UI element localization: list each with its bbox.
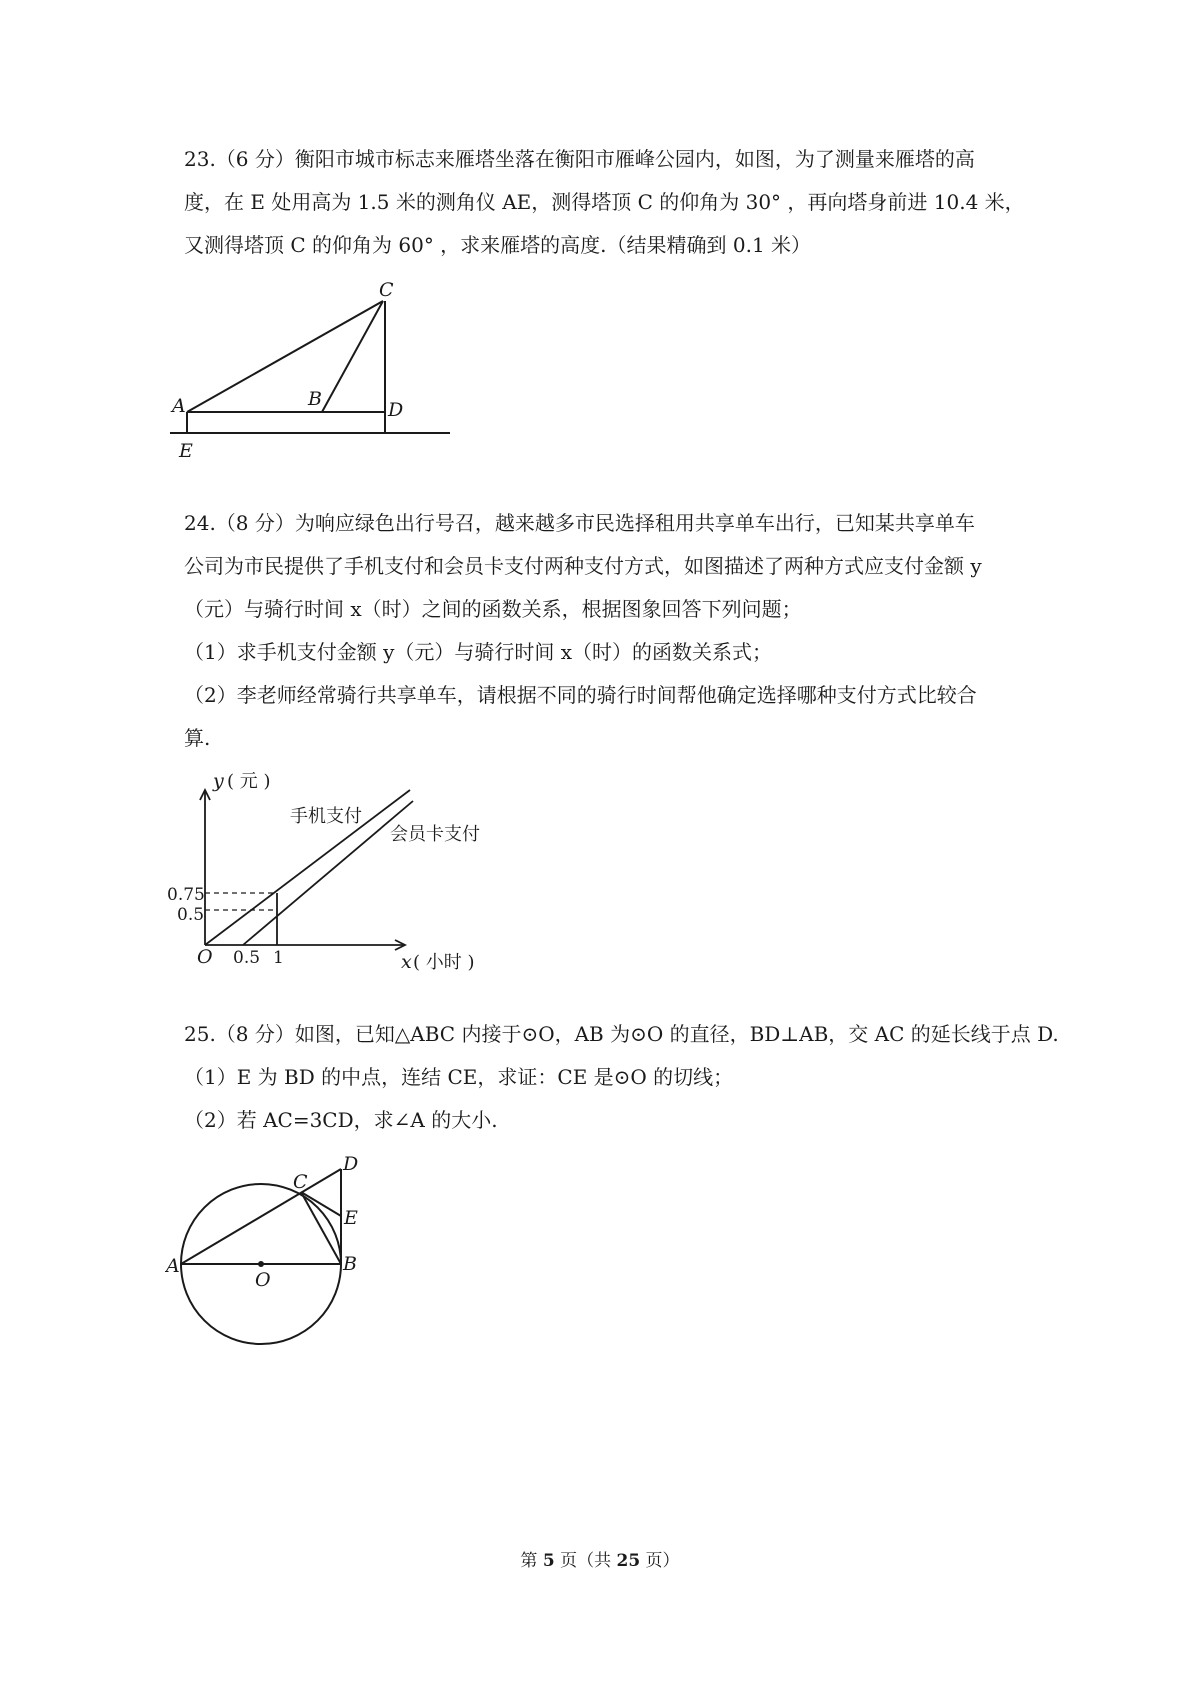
q24-y-axis-var: y xyxy=(213,770,224,792)
footer-total-pages: 25 xyxy=(616,1551,641,1571)
q23-label-b: B xyxy=(308,388,322,410)
q23-label-d: D xyxy=(388,399,404,421)
q24-xtick-05: 0.5 xyxy=(233,948,261,968)
q24-line-4: （1）求手机支付金额 y（元）与骑行时间 x（时）的函数关系式； xyxy=(184,640,773,664)
footer-suffix: 页） xyxy=(640,1551,680,1571)
q24-ytick-075: 0.75 xyxy=(167,885,205,905)
q24-line-2: 公司为市民提供了手机支付和会员卡支付两种支付方式，如图描述了两种方式应支付金额 y xyxy=(184,554,982,578)
q23-label-a: A xyxy=(172,395,186,417)
q24-y-axis-unit: ( 元 ) xyxy=(227,771,271,792)
q24-label-phone: 手机支付 xyxy=(290,806,362,827)
q24-ytick-05: 0.5 xyxy=(177,905,205,925)
q23-line-1: 23.（6 分）衡阳市城市标志来雁塔坐落在衡阳市雁峰公园内，如图，为了测量来雁塔的高 xyxy=(184,147,975,171)
q24-line-3: （元）与骑行时间 x（时）之间的函数关系，根据图象回答下列问题； xyxy=(184,597,802,621)
q25-figure xyxy=(165,1152,395,1377)
q24-line-5: （2）李老师经常骑行共享单车，请根据不同的骑行时间帮他确定选择哪种支付方式比较合 xyxy=(184,683,977,707)
q24-x-axis-var: x xyxy=(401,951,412,973)
q23-line-2: 度，在 E 处用高为 1.5 米的测角仪 AE，测得塔顶 C 的仰角为 30° ，再向塔身前进 10.4 米， xyxy=(184,190,1025,214)
q23-figure xyxy=(170,275,480,500)
footer-middle: 页（共 xyxy=(554,1551,617,1571)
q24-xtick-1: 1 xyxy=(273,948,284,968)
q23-label-e: E xyxy=(179,440,193,462)
q25-line-1: 25.（8 分）如图，已知△ABC 内接于⊙O，AB 为⊙O 的直径，BD⊥AB，交 AC 的延长线于点 D. xyxy=(184,1022,1059,1046)
q23-line-3: 又测得塔顶 C 的仰角为 60° ，求来雁塔的高度.（结果精确到 0.1 米） xyxy=(184,233,812,257)
q23-label-c: C xyxy=(379,279,394,301)
q25-label-b: B xyxy=(343,1253,357,1275)
q25-segment-cb xyxy=(301,1192,341,1264)
q25-label-e: E xyxy=(344,1207,358,1229)
page-footer xyxy=(0,1550,1200,1572)
q25-label-a: A xyxy=(166,1255,180,1277)
q25-label-o: O xyxy=(255,1269,271,1291)
footer-prefix: 第 xyxy=(520,1551,543,1571)
q24-line-6: 算. xyxy=(184,726,211,750)
q24-line-1: 24.（8 分）为响应绿色出行号召，越来越多市民选择租用共享单车出行，已知某共享单车 xyxy=(184,511,975,535)
q25-label-c: C xyxy=(293,1171,308,1193)
q25-line-2: （1）E 为 BD 的中点，连结 CE，求证：CE 是⊙O 的切线； xyxy=(184,1065,734,1089)
q24-label-card: 会员卡支付 xyxy=(390,824,480,845)
q24-x-axis-unit: ( 小时 ) xyxy=(413,952,475,973)
q25-center-dot xyxy=(258,1261,264,1267)
q25-label-d: D xyxy=(343,1153,359,1175)
q25-line-3: （2）若 AC=3CD，求∠A 的大小. xyxy=(184,1108,498,1132)
q24-origin: O xyxy=(197,946,213,968)
q24-graph xyxy=(165,760,525,990)
footer-page-number: 5 xyxy=(542,1551,555,1571)
